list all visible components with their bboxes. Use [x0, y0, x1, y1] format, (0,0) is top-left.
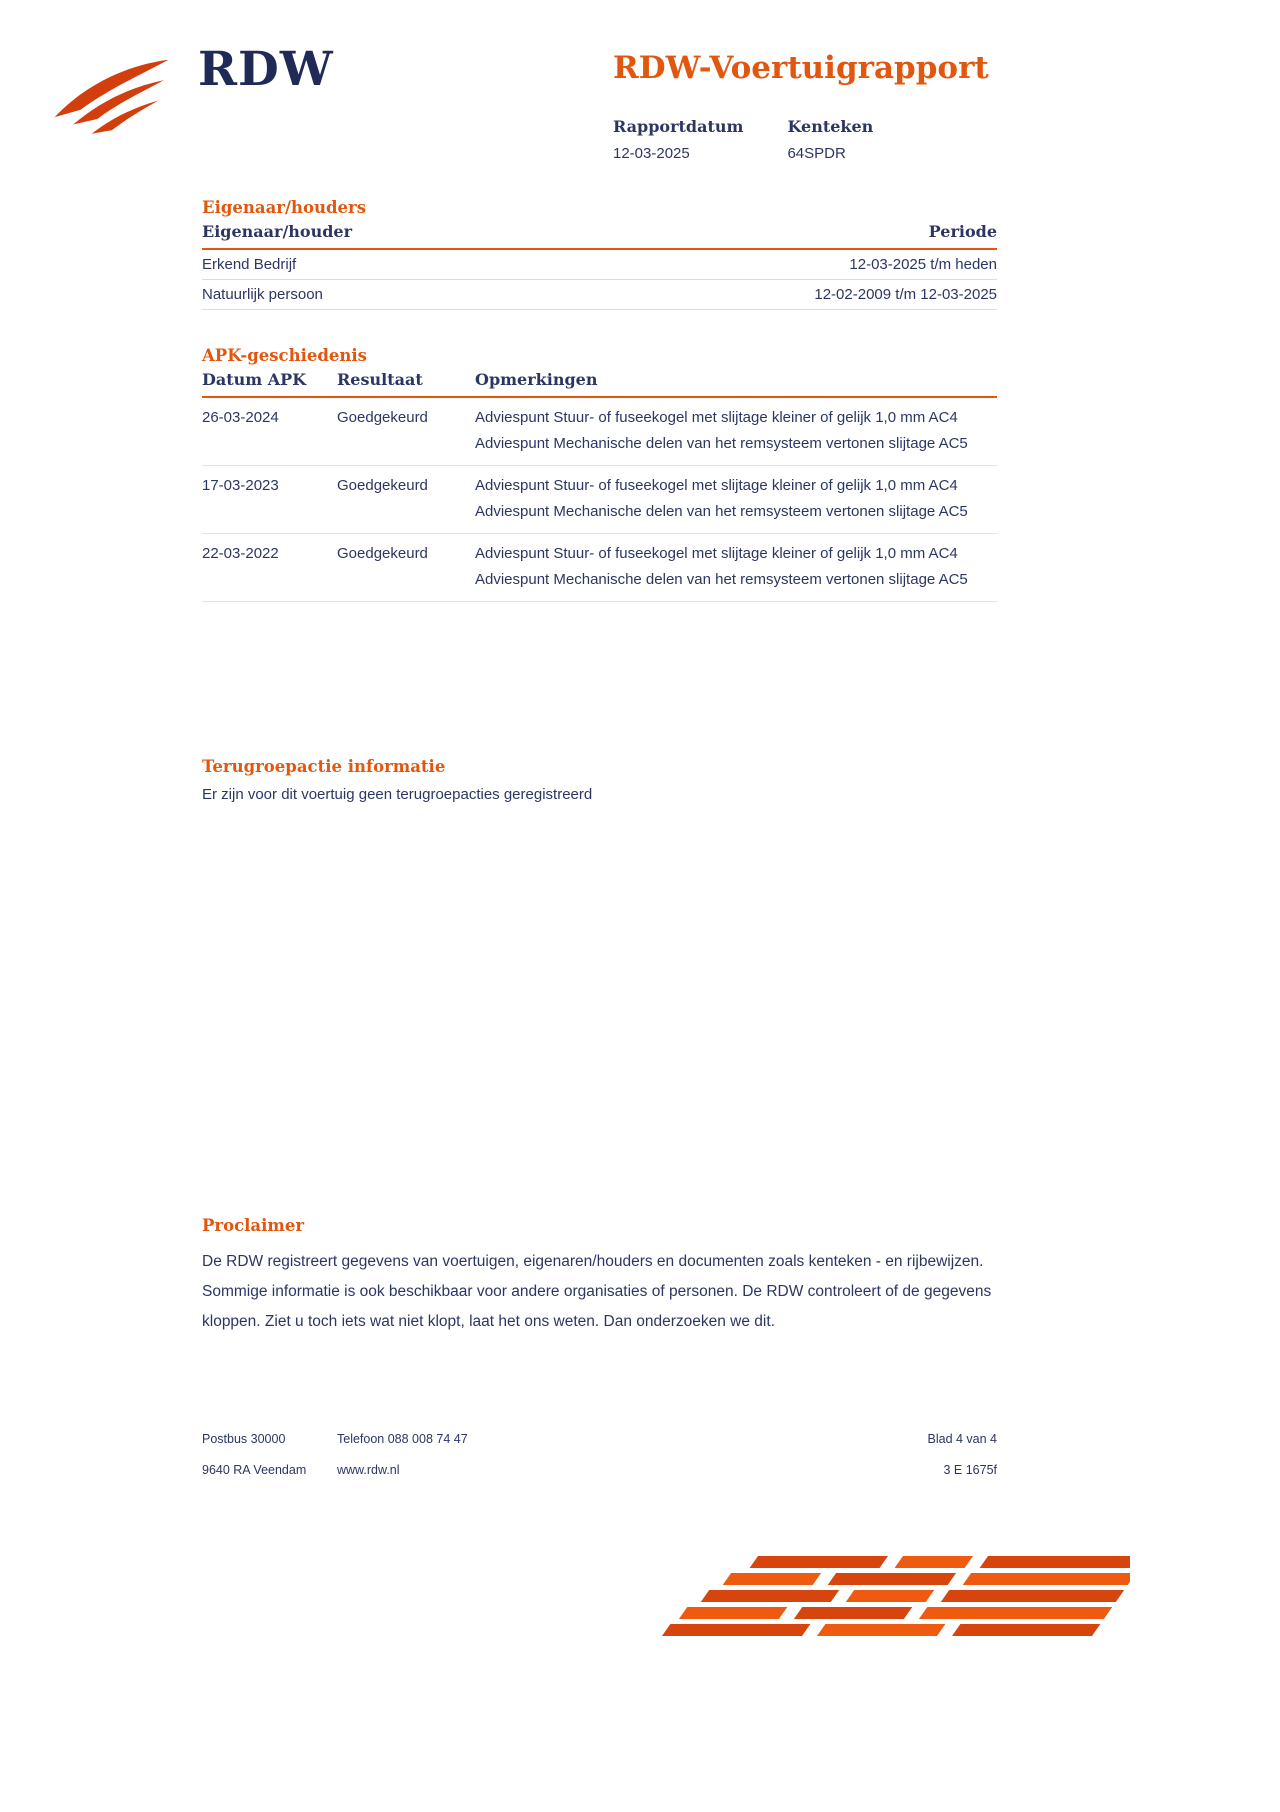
- table-row: [202, 250, 997, 280]
- recall-text: Er zijn voor dit voertuig geen terugroepacties geregistreerd: [202, 786, 593, 803]
- apk-date: 26-03-2024: [202, 409, 279, 426]
- report-date-value: 12-03-2025: [613, 145, 690, 162]
- owner-period: 12-02-2009 t/m 12-03-2025: [814, 286, 997, 303]
- table-row: [202, 534, 997, 602]
- apk-remark: Adviespunt Stuur- of fuseekogel met slijtage kleiner of gelijk 1,0 mm AC4: [475, 409, 958, 426]
- report-date-label: Rapportdatum: [613, 117, 744, 136]
- proclaimer-section-heading: Proclaimer: [202, 1216, 305, 1235]
- report-meta: [613, 117, 1033, 162]
- page-title: RDW-Voertuigrapport: [613, 50, 989, 86]
- owner-period: 12-03-2025 t/m heden: [849, 256, 997, 273]
- apk-col-date: Datum APK: [202, 370, 307, 389]
- apk-date: 22-03-2022: [202, 545, 279, 562]
- page-footer: [202, 1432, 997, 1494]
- apk-remark: Adviespunt Mechanische delen van het remsysteem vertonen slijtage AC5: [475, 571, 968, 588]
- footer-phone: Telefoon 088 008 74 47: [337, 1432, 468, 1446]
- apk-remark: Adviespunt Stuur- of fuseekogel met slijtage kleiner of gelijk 1,0 mm AC4: [475, 477, 958, 494]
- apk-result: Goedgekeurd: [337, 545, 428, 562]
- apk-col-remarks: Opmerkingen: [475, 370, 598, 389]
- owners-table-header: [202, 222, 997, 250]
- apk-remark: Adviespunt Mechanische delen van het remsysteem vertonen slijtage AC5: [475, 435, 968, 452]
- owner-name: Natuurlijk persoon: [202, 286, 323, 303]
- rdw-logo-text: RDW: [198, 42, 334, 97]
- owners-col-owner: Eigenaar/houder: [202, 222, 353, 241]
- apk-section-heading: APK-geschiedenis: [202, 346, 367, 365]
- owners-table: [202, 222, 997, 310]
- footer-doc-code: 3 E 1675f: [943, 1463, 997, 1477]
- apk-table-header: [202, 370, 997, 398]
- footer-website-link: www.rdw.nl: [337, 1463, 400, 1477]
- footer-page-number: Blad 4 van 4: [927, 1432, 997, 1446]
- apk-history-table: [202, 370, 997, 602]
- footer-address-line2: 9640 RA Veendam: [202, 1463, 307, 1477]
- table-row: [202, 280, 997, 310]
- owner-name: Erkend Bedrijf: [202, 256, 297, 273]
- apk-date: 17-03-2023: [202, 477, 279, 494]
- apk-result: Goedgekeurd: [337, 477, 428, 494]
- rdw-logo-icon: [52, 56, 174, 144]
- recall-section-heading: Terugroepactie informatie: [202, 757, 446, 776]
- license-plate-label: Kenteken: [787, 117, 874, 136]
- license-plate-value: 64SPDR: [787, 145, 846, 162]
- apk-remark: Adviespunt Stuur- of fuseekogel met slijtage kleiner of gelijk 1,0 mm AC4: [475, 545, 958, 562]
- rdw-stripes-graphic: [660, 1556, 1130, 1644]
- apk-remark: Adviespunt Mechanische delen van het remsysteem vertonen slijtage AC5: [475, 503, 968, 520]
- apk-result: Goedgekeurd: [337, 409, 428, 426]
- footer-address-line1: Postbus 30000: [202, 1432, 286, 1446]
- owners-section-heading: Eigenaar/houders: [202, 198, 366, 217]
- proclaimer-text: De RDW registreert gegevens van voertuigen, eigenaren/houders en documenten zoals kenteken - en rijbewijzen. Sommige informatie is ook beschikbaar voor andere organisaties of personen. De RDW controleert of de gegevens kloppen. Ziet u toch iets wat niet klopt, laat het ons weten. Dan onderzoeken we dit.: [202, 1253, 992, 1330]
- table-row: [202, 466, 997, 534]
- table-row: [202, 398, 997, 466]
- owners-col-period: Periode: [928, 222, 997, 241]
- apk-col-result: Resultaat: [337, 370, 423, 389]
